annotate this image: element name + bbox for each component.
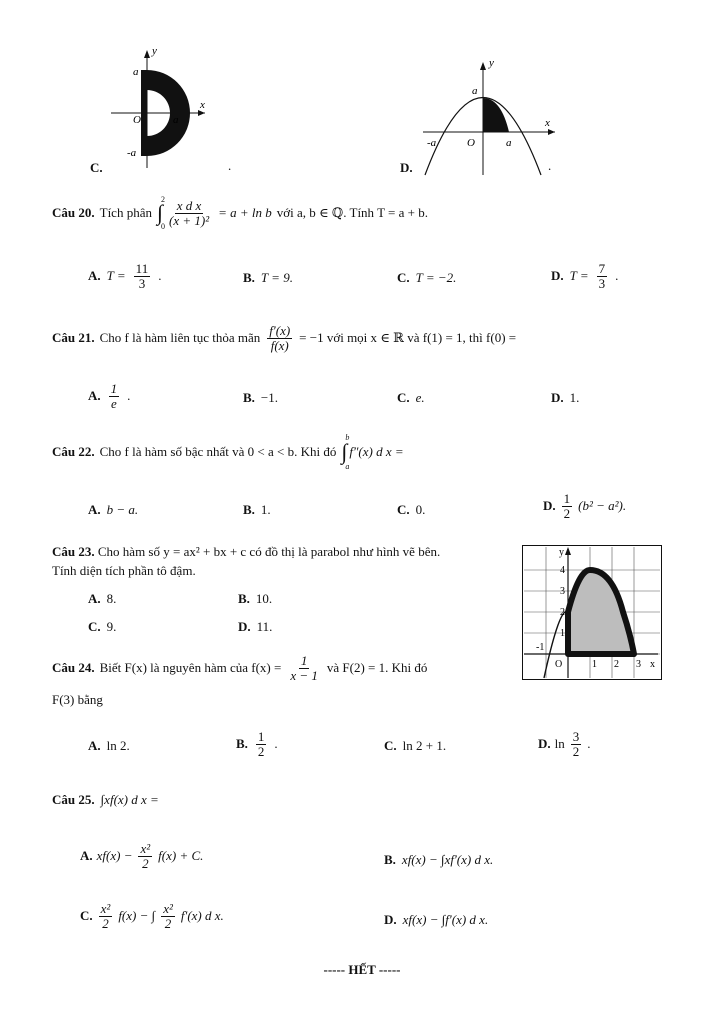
q23-y-label: y [559, 547, 564, 558]
q24-label: Câu 24. [52, 660, 95, 675]
c-a-bottom: -a [127, 147, 137, 159]
d-a-right: a [506, 137, 512, 149]
c-origin: O [133, 114, 141, 126]
q25-text: ∫xf(x) d x = [100, 792, 159, 807]
q24-answer-d[interactable] [538, 730, 591, 758]
q23-line2: Tính diện tích phần tô đậm. [52, 563, 196, 578]
answer-letter: D. [551, 390, 564, 405]
q23-text1: Cho hàm số y = ax² + bx + c có đồ thị là parabol như hình vẽ bên. [97, 544, 441, 559]
answer-letter: C. [384, 738, 397, 753]
answer-post: . [158, 268, 162, 284]
q20-upper: 2 [161, 195, 165, 204]
q23-shaded-region [568, 570, 634, 654]
q25-stem [52, 792, 159, 808]
answer-letter: D. [543, 498, 556, 514]
q20-answer-a[interactable] [88, 262, 161, 290]
answer-post: . [615, 268, 619, 284]
q20-integral [157, 195, 213, 231]
answer-letter: C. [397, 390, 410, 405]
q22-integrand: f″(x) d x = [349, 444, 404, 459]
q24-answer-b[interactable] [236, 730, 278, 758]
answer-fraction [134, 262, 151, 290]
answer-text: 10. [255, 591, 273, 606]
answer-fraction [99, 902, 113, 930]
frac-den: 2 [572, 743, 580, 759]
figure-c [85, 40, 245, 180]
answer-fraction [138, 842, 152, 870]
q21-den: f(x) [270, 337, 289, 353]
answer-letter: B. [236, 736, 248, 752]
q22-answer-c[interactable] [397, 502, 425, 518]
q23-graph-svg [522, 545, 662, 680]
q23-answer-c[interactable] [88, 619, 116, 635]
c-a-right: a [173, 114, 179, 126]
answer-post: . [127, 388, 131, 404]
figure-d-svg [405, 50, 565, 180]
q21-answer-b[interactable] [243, 390, 278, 406]
answer-letter: B. [243, 502, 255, 517]
q21-label: Câu 21. [52, 330, 95, 345]
d-origin: O [467, 137, 475, 149]
answer-letter: D. [384, 912, 397, 927]
answer-letter: B. [238, 591, 250, 606]
answer-letter: B. [384, 852, 396, 867]
figure-c-svg [85, 40, 245, 180]
answer-fraction-2 [161, 902, 175, 930]
frac-den: 2 [164, 915, 172, 931]
answer-text: 1. [569, 390, 580, 405]
q24-prefix: Biết F(x) là nguyên hàm của f(x) = [99, 660, 282, 675]
q21-suffix: = −1 với mọi x ∈ ℝ và f(1) = 1, thì f(0) = [299, 330, 517, 345]
c-left-edge [141, 70, 147, 156]
answer-pre: T = [569, 268, 589, 284]
q20-answer-c[interactable] [397, 270, 456, 286]
d-neg-a: -a [427, 137, 437, 149]
answer-letter: C. [397, 270, 410, 285]
q23-y-arrow [565, 547, 571, 555]
answer-letter: D. [551, 268, 564, 284]
answer-fraction [109, 382, 120, 410]
frac-den: 2 [563, 505, 571, 521]
q23-label: Câu 23. [52, 544, 95, 559]
answer-letter: A. [88, 388, 101, 404]
q25-answer-b[interactable] [384, 852, 493, 868]
answer-mid: f(x) − ∫ [118, 908, 156, 924]
q25-answer-d[interactable] [384, 912, 488, 928]
q23-tick-2: 2 [560, 607, 565, 618]
q20-num: x d x [176, 197, 202, 213]
d-x-arrow [548, 129, 555, 135]
q20-lower: 0 [161, 222, 165, 231]
q23-line1 [52, 544, 440, 560]
answer-letter: D. [238, 619, 251, 634]
footer-end-marker: ----- HẾT ----- [323, 962, 401, 977]
answer-letter: A. [88, 738, 101, 753]
d-shaded-region [483, 98, 509, 132]
q21-num: f′(x) [269, 322, 291, 338]
q22-text: Cho f là hàm số bậc nhất và 0 < a < b. Khi đó [99, 444, 337, 459]
q23-x-tick-2: 2 [614, 659, 619, 670]
frac-num: 3 [572, 729, 580, 744]
frac-num: x² [100, 901, 111, 916]
q23-tick-4: 4 [560, 565, 565, 576]
answer-post: . [587, 736, 591, 752]
frac-num: 1 [110, 381, 118, 396]
q22-answer-b[interactable] [243, 502, 271, 518]
d-x-label: x [545, 117, 550, 129]
frac-den: e [111, 395, 117, 411]
answer-text: 0. [415, 502, 426, 517]
q21-answer-d[interactable] [551, 390, 579, 406]
q23-x-tick-3: 3 [636, 659, 641, 670]
q22-integral [341, 433, 403, 471]
q25-label: Câu 25. [52, 792, 95, 807]
d-y-arrow [480, 62, 486, 70]
q22-label: Câu 22. [52, 444, 95, 459]
q24-line2: F(3) bằng [52, 692, 103, 707]
answer-letter: C. [80, 908, 93, 924]
figure-d-dot: . [548, 158, 552, 173]
q24-answer-a[interactable] [88, 738, 130, 754]
answer-post: (b² − a²). [578, 498, 627, 514]
answer-text: T = 9. [260, 270, 293, 285]
answer-post: f′(x) d x. [180, 908, 224, 924]
figure-c-dot: . [228, 158, 232, 173]
q23-answer-a[interactable] [88, 591, 116, 607]
q21-answer-a[interactable] [88, 382, 130, 410]
q23-x-tick-1: 1 [592, 659, 597, 670]
q20-fraction [167, 199, 211, 227]
answer-letter: B. [243, 390, 255, 405]
frac-den: 2 [102, 915, 109, 931]
q20-answer-b[interactable] [243, 270, 293, 286]
answer-text: ln 2. [106, 738, 130, 753]
d-a-top: a [472, 85, 478, 97]
answer-letter: A. [88, 268, 101, 284]
answer-pre: ln [554, 736, 565, 752]
answer-post: . [274, 736, 278, 752]
answer-fraction [256, 730, 267, 758]
q25-answer-c[interactable] [80, 902, 224, 930]
figure-c-label: C. [90, 160, 103, 175]
q22-answer-a[interactable] [88, 502, 138, 518]
answer-pre: T = [106, 268, 126, 284]
q22-answer-d[interactable] [543, 492, 626, 520]
q23-tick-3: 3 [560, 586, 565, 597]
q24-fraction [288, 654, 320, 682]
q20-answer-d[interactable] [551, 262, 618, 290]
answer-pre: xf(x) − [96, 848, 133, 864]
answer-letter: A. [88, 591, 101, 606]
answer-letter: B. [243, 270, 255, 285]
q23-origin: O [555, 659, 563, 670]
q24-stem [52, 648, 427, 688]
q23-graph [522, 545, 662, 680]
frac-den: 2 [257, 743, 265, 759]
answer-fraction [571, 730, 582, 758]
q22-upper: b [345, 433, 350, 442]
answer-post: f(x) + C. [158, 848, 204, 864]
answer-text: −1. [260, 390, 279, 405]
answer-text: xf(x) − ∫xf′(x) d x. [401, 852, 494, 867]
q24-suffix: và F(2) = 1. Khi đó [326, 660, 428, 675]
figure-d [405, 50, 565, 180]
figure-d-label: D. [400, 160, 413, 175]
frac-num: 1 [257, 729, 265, 744]
frac-num: x² [140, 841, 151, 856]
answer-letter: C. [397, 502, 410, 517]
integral-sign: ∫ [156, 200, 163, 225]
q22-stem [52, 432, 404, 472]
c-y-label: y [152, 45, 157, 57]
q23-answer-b[interactable] [238, 591, 272, 607]
answer-text: 1. [260, 502, 271, 517]
answer-letter: D. [538, 736, 551, 752]
q24-answer-c[interactable] [384, 738, 446, 754]
q20-equals: = a + ln b [218, 205, 272, 220]
c-x-label: x [200, 99, 205, 111]
answer-text: ln 2 + 1. [402, 738, 447, 753]
integral-sign: ∫ [341, 439, 348, 464]
q23-tick-neg1: -1 [536, 642, 545, 653]
frac-num: 11 [135, 261, 149, 276]
q20-den: (x + 1)² [169, 212, 210, 228]
c-a-top: a [133, 66, 139, 78]
q24-den: x − 1 [290, 667, 318, 683]
q21-prefix: Cho f là hàm liên tục thỏa mãn [99, 330, 261, 345]
answer-fraction [562, 492, 573, 520]
answer-text: xf(x) − ∫f′(x) d x. [402, 912, 489, 927]
q21-stem [52, 318, 516, 358]
q24-num: 1 [300, 652, 308, 668]
frac-den: 3 [598, 275, 606, 291]
q21-fraction [267, 324, 292, 352]
answer-text: e. [415, 390, 425, 405]
frac-num: 1 [563, 491, 571, 506]
frac-num: x² [163, 901, 173, 916]
answer-letter: C. [88, 619, 101, 634]
answer-text: 11. [256, 619, 273, 634]
q20-prefix: Tích phân [99, 205, 152, 220]
q23-tick-1: 1 [560, 628, 565, 639]
q25-answer-a[interactable] [80, 842, 203, 870]
frac-num: 7 [598, 261, 606, 276]
q20-stem [52, 195, 428, 231]
q20-cond: với a, b ∈ ℚ. Tính T = a + b. [276, 205, 428, 220]
q21-answer-c[interactable] [397, 390, 425, 406]
d-y-label: y [489, 57, 494, 69]
q20-limits [161, 195, 165, 231]
frac-den: 2 [142, 855, 149, 871]
frac-den: 3 [138, 275, 146, 291]
q20-label: Câu 20. [52, 205, 95, 220]
q22-lower: a [345, 462, 350, 471]
q23-answer-d[interactable] [238, 619, 272, 635]
answer-text: 9. [106, 619, 117, 634]
answer-text: b − a. [106, 502, 139, 517]
answer-fraction [597, 262, 608, 290]
c-y-arrow [144, 50, 150, 58]
answer-letter: A. [80, 848, 93, 864]
q23-x-label: x [650, 659, 655, 670]
answer-text: 8. [106, 591, 117, 606]
answer-text: T = −2. [415, 270, 457, 285]
answer-letter: A. [88, 502, 101, 517]
